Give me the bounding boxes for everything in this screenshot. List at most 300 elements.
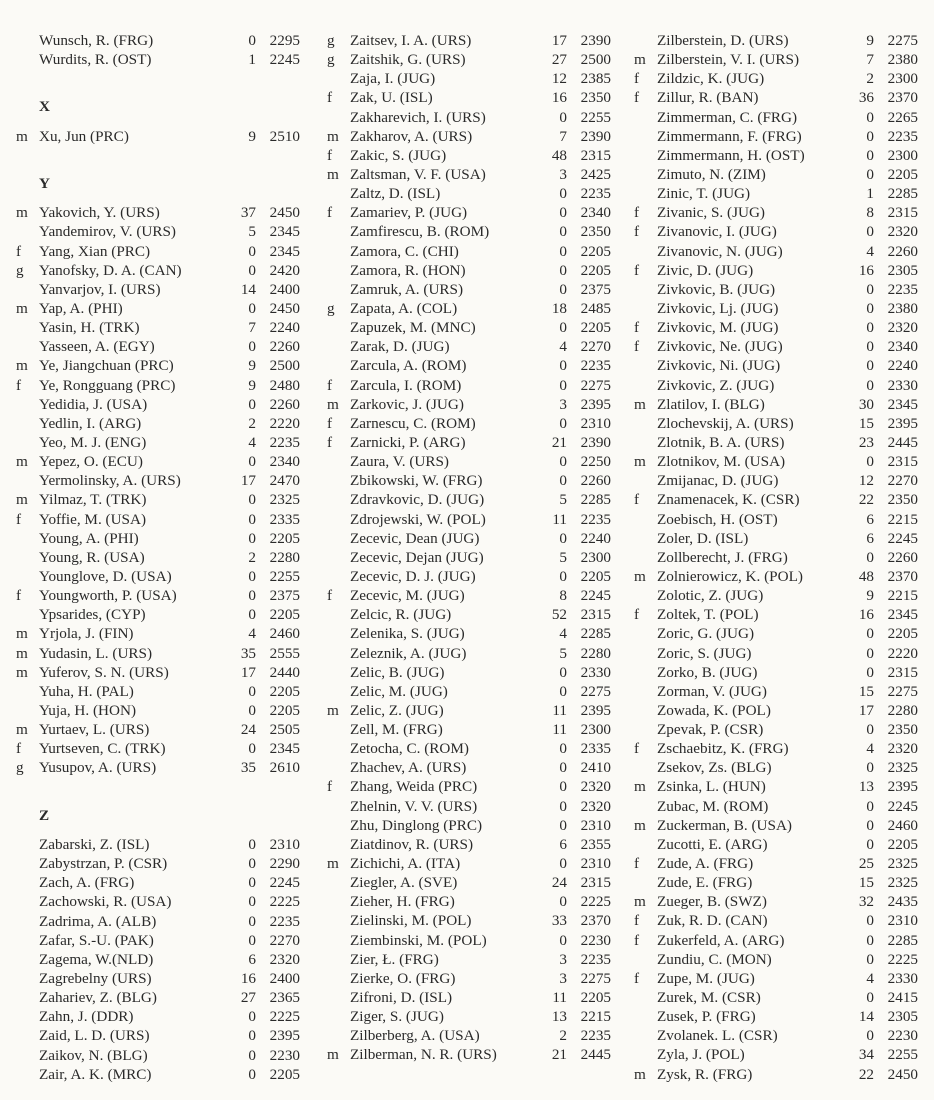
player-games: 0 — [559, 357, 567, 375]
player-rating: 2260 — [580, 472, 611, 490]
player-games: 0 — [866, 299, 874, 317]
player-row — [327, 88, 611, 107]
player-rating: 2310 — [580, 414, 611, 432]
player-rating: 2445 — [887, 433, 918, 451]
player-row — [16, 261, 300, 280]
player-title: m — [16, 663, 28, 681]
player-name: Zaura, V. (URS) — [350, 453, 449, 471]
player-row — [16, 452, 300, 471]
player-games: 27 — [551, 51, 567, 69]
player-games: 0 — [559, 567, 567, 585]
player-row — [327, 816, 611, 835]
player-row — [16, 242, 300, 261]
player-name: Zmijanac, D. (JUG) — [657, 472, 779, 490]
player-name: Zivkovic, Ne. (JUG) — [657, 338, 783, 356]
player-row — [16, 222, 300, 241]
player-row — [327, 222, 611, 241]
player-games: 0 — [866, 165, 874, 183]
player-name: Zamariev, P. (JUG) — [350, 204, 468, 222]
player-rating: 2395 — [580, 701, 611, 719]
player-row — [327, 663, 611, 682]
player-rating: 2220 — [269, 414, 300, 432]
player-row — [634, 222, 918, 241]
player-rating: 2335 — [580, 740, 611, 758]
player-row — [327, 548, 611, 567]
player-rating: 2450 — [887, 1065, 918, 1083]
player-name: Zbikowski, W. (FRG) — [350, 472, 483, 490]
player-games: 9 — [248, 357, 256, 375]
player-row — [327, 911, 611, 930]
player-name: Zilberstein, V. I. (URS) — [657, 51, 800, 69]
player-row — [634, 835, 918, 854]
player-games: 0 — [248, 510, 256, 528]
player-title: m — [16, 300, 28, 317]
player-name: Yasin, H. (TRK) — [39, 319, 140, 337]
player-name: Yepez, O. (ECU) — [39, 453, 143, 471]
player-games: 0 — [248, 931, 256, 949]
player-row — [634, 644, 918, 663]
player-rating: 2275 — [887, 682, 918, 700]
player-games: 6 — [866, 529, 874, 547]
player-games: 0 — [866, 721, 874, 739]
player-title: m — [16, 204, 28, 222]
player-row — [16, 586, 300, 605]
player-games: 4 — [866, 740, 874, 758]
player-row — [327, 605, 611, 624]
player-row — [16, 931, 300, 950]
player-name: Zowada, K. (POL) — [657, 701, 771, 719]
player-title: f — [634, 89, 640, 107]
player-games: 0 — [866, 797, 874, 815]
player-row — [327, 242, 611, 261]
player-name: Zivkovic, Lj. (JUG) — [657, 299, 779, 317]
player-row — [327, 1045, 611, 1064]
player-name: Zifroni, D. (ISL) — [350, 989, 453, 1007]
player-rating: 2300 — [580, 721, 611, 739]
player-row — [634, 280, 918, 299]
player-name: Zahn, J. (DDR) — [39, 1008, 134, 1026]
player-rating: 2240 — [269, 319, 300, 337]
section-spacer — [16, 69, 300, 88]
player-rating: 2305 — [887, 1008, 918, 1026]
player-rating: 2235 — [580, 950, 611, 968]
player-name: Zimmermann, F. (FRG) — [657, 127, 802, 145]
player-rating: 2235 — [269, 433, 300, 451]
player-name: Zukerfeld, A. (ARG) — [657, 931, 785, 949]
player-name: Youngworth, P. (USA) — [39, 587, 177, 605]
player-rating: 2325 — [887, 855, 918, 873]
player-row — [16, 1007, 300, 1026]
player-name: Zeleznik, A. (JUG) — [350, 644, 467, 662]
player-rating: 2285 — [887, 931, 918, 949]
player-rating: 2225 — [269, 893, 300, 911]
player-games: 11 — [552, 721, 567, 739]
player-name: Zach, A. (FRG) — [39, 874, 135, 892]
player-name: Zafar, S.-U. (PAK) — [39, 931, 154, 949]
player-row — [16, 720, 300, 739]
player-row — [16, 912, 300, 931]
player-name: Xu, Jun (PRC) — [39, 127, 129, 145]
player-games: 9 — [866, 32, 874, 49]
player-name: Zsekov, Zs. (BLG) — [657, 759, 772, 777]
player-title: f — [634, 261, 640, 279]
player-name: Yakovich, Y. (URS) — [39, 204, 160, 222]
player-name: Zaid, L. D. (URS) — [39, 1027, 150, 1045]
player-name: Ye, Rongguang (PRC) — [39, 376, 176, 394]
player-name: Zelic, Z. (JUG) — [350, 701, 444, 719]
player-name: Wurdits, R. (OST) — [39, 51, 152, 69]
player-name: Zecevic, M. (JUG) — [350, 587, 465, 605]
player-row — [634, 1065, 918, 1084]
player-rating: 2345 — [269, 223, 300, 241]
player-name: Zarcula, I. (ROM) — [350, 376, 462, 394]
player-games: 37 — [240, 204, 256, 222]
player-rating: 2345 — [887, 395, 918, 413]
player-rating: 2255 — [887, 1046, 918, 1064]
player-name: Yusupov, A. (URS) — [39, 759, 157, 777]
player-row — [634, 816, 918, 835]
player-name: Zillur, R. (BAN) — [657, 89, 759, 107]
player-rating: 2245 — [580, 587, 611, 605]
player-rating: 2460 — [269, 625, 300, 643]
player-row — [634, 854, 918, 873]
player-games: 12 — [858, 472, 874, 490]
player-games: 21 — [551, 433, 567, 451]
player-name: Zude, E. (FRG) — [657, 874, 753, 892]
player-name: Zarnicki, P. (ARG) — [350, 433, 466, 451]
column-1 — [16, 31, 300, 1084]
player-games: 0 — [248, 567, 256, 585]
player-name: Zapata, A. (COL) — [350, 299, 458, 317]
player-rating: 2345 — [887, 606, 918, 624]
player-title: m — [16, 453, 28, 471]
player-row — [327, 356, 611, 375]
player-name: Zagrebelny (URS) — [39, 969, 152, 987]
player-title: f — [634, 606, 640, 624]
player-name: Zagema, W.(NLD) — [39, 950, 154, 968]
player-games: 25 — [858, 855, 874, 873]
player-rating: 2485 — [580, 299, 611, 317]
player-title: m — [634, 51, 646, 69]
player-games: 0 — [248, 32, 256, 49]
player-name: Zorko, B. (JUG) — [657, 663, 758, 681]
player-rating: 2250 — [580, 453, 611, 471]
player-row — [634, 701, 918, 720]
player-rating: 2380 — [887, 51, 918, 69]
player-games: 15 — [858, 414, 874, 432]
player-name: Zlotnik, B. A. (URS) — [657, 433, 785, 451]
player-row — [327, 337, 611, 356]
player-games: 0 — [248, 682, 256, 700]
player-rating: 2235 — [887, 280, 918, 298]
player-name: Zysk, R. (FRG) — [657, 1065, 753, 1083]
player-row — [634, 318, 918, 337]
player-rating: 2280 — [887, 701, 918, 719]
player-name: Zecevic, D. J. (JUG) — [350, 567, 476, 585]
player-name: Zarkovic, J. (JUG) — [350, 395, 464, 413]
player-rating: 2280 — [269, 548, 300, 566]
player-title: f — [634, 319, 640, 337]
player-rating: 2340 — [269, 453, 300, 471]
player-rating: 2205 — [269, 682, 300, 700]
player-games: 33 — [551, 912, 567, 930]
player-rating: 2350 — [580, 223, 611, 241]
player-name: Zarnescu, C. (ROM) — [350, 414, 476, 432]
player-name: Zichichi, A. (ITA) — [350, 855, 461, 873]
player-games: 9 — [248, 127, 256, 145]
player-games: 0 — [248, 701, 256, 719]
player-games: 0 — [559, 242, 567, 260]
player-name: Yedidia, J. (USA) — [39, 395, 148, 413]
player-row — [634, 146, 918, 165]
player-name: Zelcic, R. (JUG) — [350, 606, 452, 624]
player-games: 3 — [559, 395, 567, 413]
player-name: Yurtaev, L. (URS) — [39, 721, 150, 739]
player-rating: 2255 — [580, 108, 611, 126]
player-games: 0 — [248, 874, 256, 892]
player-rating: 2400 — [269, 969, 300, 987]
player-games: 0 — [866, 127, 874, 145]
player-name: Ziembinski, M. (POL) — [350, 931, 487, 949]
player-row — [16, 548, 300, 567]
player-rating: 2280 — [580, 644, 611, 662]
player-row — [16, 318, 300, 337]
player-name: Zusek, P. (FRG) — [657, 1008, 756, 1026]
player-games: 32 — [858, 893, 874, 911]
player-name: Zlatilov, I. (BLG) — [657, 395, 765, 413]
player-rating: 2285 — [887, 185, 918, 203]
player-row — [327, 510, 611, 529]
player-games: 13 — [858, 778, 874, 796]
player-row — [16, 337, 300, 356]
player-title: f — [16, 510, 22, 528]
player-name: Zubac, M. (ROM) — [657, 797, 769, 815]
player-games: 0 — [559, 261, 567, 279]
player-rating: 2235 — [580, 510, 611, 528]
player-rating: 2255 — [269, 567, 300, 585]
player-row — [16, 873, 300, 892]
player-games: 0 — [248, 912, 256, 930]
player-name: Zetocha, C. (ROM) — [350, 740, 469, 758]
player-title: m — [327, 701, 339, 719]
player-games: 0 — [866, 453, 874, 471]
player-row — [327, 624, 611, 643]
player-title: f — [634, 338, 640, 356]
player-row — [327, 739, 611, 758]
player-name: Zinic, T. (JUG) — [657, 185, 751, 203]
player-rating: 2350 — [887, 491, 918, 509]
player-games: 0 — [248, 587, 256, 605]
player-name: Zimuto, N. (ZIM) — [657, 165, 766, 183]
player-rating: 2400 — [269, 280, 300, 298]
player-name: Zuk, R. D. (CAN) — [657, 912, 768, 930]
player-rating: 2380 — [887, 299, 918, 317]
player-title: m — [634, 567, 646, 585]
player-row — [327, 69, 611, 88]
player-name: Zundiu, C. (MON) — [657, 950, 772, 968]
player-games: 18 — [551, 299, 567, 317]
player-row — [634, 873, 918, 892]
player-name: Zschaebitz, K. (FRG) — [657, 740, 789, 758]
player-rating: 2240 — [887, 357, 918, 375]
player-row — [327, 969, 611, 988]
player-games: 9 — [866, 587, 874, 605]
player-row — [634, 108, 918, 127]
player-row — [327, 567, 611, 586]
player-rating: 2230 — [887, 1027, 918, 1045]
player-row — [634, 299, 918, 318]
player-name: Zpevak, P. (CSR) — [657, 721, 764, 739]
player-rating: 2320 — [887, 223, 918, 241]
player-row — [634, 892, 918, 911]
player-name: Zlotnikov, M. (USA) — [657, 453, 786, 471]
player-row — [634, 663, 918, 682]
player-name: Zurek, M. (CSR) — [657, 989, 761, 1007]
player-row — [327, 452, 611, 471]
player-games: 3 — [559, 950, 567, 968]
player-rating: 2230 — [269, 1046, 300, 1064]
player-games: 15 — [858, 874, 874, 892]
player-row — [327, 1007, 611, 1026]
player-rating: 2235 — [269, 912, 300, 930]
player-rating: 2315 — [887, 663, 918, 681]
player-name: Zhu, Dinglong (PRC) — [350, 816, 483, 834]
player-row — [327, 299, 611, 318]
player-name: Zelic, M. (JUG) — [350, 682, 448, 700]
player-name: Zimmerman, C. (FRG) — [657, 108, 798, 126]
player-rating: 2395 — [887, 414, 918, 432]
player-row — [16, 127, 300, 146]
player-row — [634, 261, 918, 280]
player-name: Zivkovic, Z. (JUG) — [657, 376, 775, 394]
player-name: Zollberecht, J. (FRG) — [657, 548, 788, 566]
player-name: Young, R. (USA) — [39, 548, 145, 566]
player-games: 4 — [559, 625, 567, 643]
player-row — [16, 605, 300, 624]
player-name: Zaltz, D. (ISL) — [350, 185, 441, 203]
player-name: Young, A. (PHI) — [39, 529, 139, 547]
player-rating: 2500 — [269, 357, 300, 375]
section-letter-heading: Y — [39, 175, 50, 192]
player-row — [634, 1026, 918, 1045]
player-games: 0 — [866, 644, 874, 662]
player-games: 11 — [552, 701, 567, 719]
player-name: Zahariev, Z. (BLG) — [39, 989, 157, 1007]
player-row — [327, 108, 611, 127]
player-name: Zachowski, R. (USA) — [39, 893, 172, 911]
player-games: 15 — [858, 682, 874, 700]
player-row — [634, 931, 918, 950]
player-row — [634, 356, 918, 375]
player-row — [634, 567, 918, 586]
player-games: 6 — [248, 950, 256, 968]
player-rating: 2310 — [580, 816, 611, 834]
player-name: Zieher, H. (FRG) — [350, 893, 455, 911]
player-title: f — [327, 433, 333, 451]
player-name: Yuferov, S. N. (URS) — [39, 663, 169, 681]
section-spacer — [16, 146, 300, 165]
player-name: Yeo, M. J. (ENG) — [39, 433, 147, 451]
player-name: Zolotic, Z. (JUG) — [657, 587, 764, 605]
player-name: Yudasin, L. (URS) — [39, 644, 153, 662]
player-games: 4 — [866, 242, 874, 260]
player-games: 0 — [559, 204, 567, 222]
player-rating: 2340 — [887, 338, 918, 356]
player-title: f — [16, 242, 22, 260]
player-games: 0 — [248, 1008, 256, 1026]
player-title: f — [16, 376, 22, 394]
player-name: Zivanovic, I. (JUG) — [657, 223, 777, 241]
player-title: m — [634, 778, 646, 796]
player-name: Zarcula, A. (ROM) — [350, 357, 467, 375]
player-row — [634, 242, 918, 261]
player-games: 0 — [248, 893, 256, 911]
player-row — [16, 471, 300, 490]
player-rating: 2315 — [887, 453, 918, 471]
player-name: Yoffie, M. (USA) — [39, 510, 147, 528]
player-title: f — [327, 414, 333, 432]
player-rating: 2350 — [580, 89, 611, 107]
player-name: Yanofsky, D. A. (CAN) — [39, 261, 182, 279]
player-rating: 2390 — [580, 32, 611, 49]
player-row — [327, 777, 611, 796]
player-row — [634, 950, 918, 969]
player-name: Zvolanek. L. (CSR) — [657, 1027, 778, 1045]
player-name: Zivanic, S. (JUG) — [657, 204, 765, 222]
player-name: Zoric, G. (JUG) — [657, 625, 755, 643]
player-name: Zierke, O. (FRG) — [350, 969, 456, 987]
player-title: m — [16, 357, 28, 375]
player-games: 17 — [858, 701, 874, 719]
player-title: f — [634, 855, 640, 873]
player-rating: 2235 — [580, 357, 611, 375]
player-title: f — [16, 740, 22, 758]
player-row — [634, 682, 918, 701]
player-title: f — [634, 931, 640, 949]
player-games: 2 — [248, 414, 256, 432]
player-rating: 2235 — [887, 127, 918, 145]
player-rating: 2270 — [580, 338, 611, 356]
player-title: f — [327, 204, 333, 222]
player-rating: 2205 — [580, 567, 611, 585]
player-row — [16, 739, 300, 758]
player-rating: 2355 — [580, 835, 611, 853]
player-games: 4 — [559, 338, 567, 356]
player-row — [327, 797, 611, 816]
player-row — [327, 701, 611, 720]
player-games: 0 — [559, 778, 567, 796]
player-games: 0 — [866, 548, 874, 566]
player-name: Zhachev, A. (URS) — [350, 759, 467, 777]
player-name: Zude, A. (FRG) — [657, 855, 754, 873]
player-row — [327, 203, 611, 222]
player-rating: 2260 — [269, 338, 300, 356]
player-rating: 2220 — [887, 644, 918, 662]
player-row — [327, 644, 611, 663]
player-name: Yurtseven, C. (TRK) — [39, 740, 166, 758]
player-title: f — [634, 223, 640, 241]
player-rating: 2450 — [269, 204, 300, 222]
player-name: Zlochevskij, A. (URS) — [657, 414, 794, 432]
player-rating: 2345 — [269, 740, 300, 758]
player-rating: 2450 — [269, 300, 300, 317]
player-rating: 2390 — [580, 433, 611, 451]
player-row — [327, 376, 611, 395]
player-name: Zarak, D. (JUG) — [350, 338, 450, 356]
player-games: 5 — [559, 491, 567, 509]
player-games: 16 — [858, 606, 874, 624]
player-games: 0 — [866, 950, 874, 968]
